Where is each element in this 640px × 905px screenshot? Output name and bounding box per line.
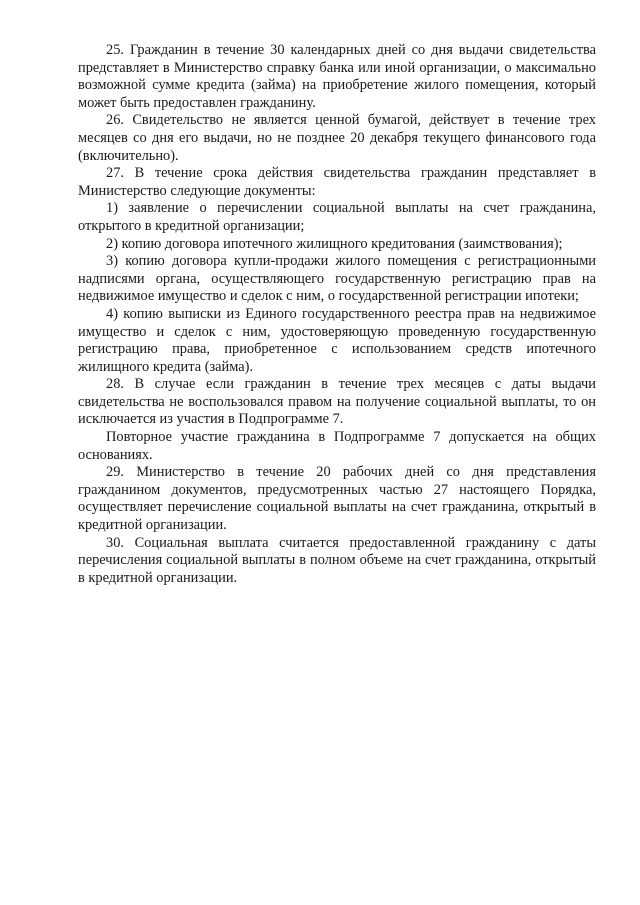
paragraph-28: 28. В случае если гражданин в течение трех месяцев с даты выдачи свидетельства не воспользовался правом на получение социальной выплаты, то он исключается из участия в Подпрограмме 7. [78,376,596,428]
paragraph-25: 25. Гражданин в течение 30 календарных дней со дня выдачи свидетельства представляет в Министерство справку банка или иной организации, о максимально возможной сумме кредита (займа) на приобретение жилого помещения, который может быть предоставлен гражданину. [78,42,596,111]
list-item-27-2: 2) копию договора ипотечного жилищного кредитования (заимствования); [106,235,563,252]
paragraph-28-repeat: Повторное участие гражданина в Подпрограмме 7 допускается на общих основаниях. [78,429,596,463]
paragraph-26: 26. Свидетельство не является ценной бумагой, действует в течение трех месяцев со дня его выдачи, но не позднее 20 декабря текущего финансового года (включительно). [78,112,596,164]
list-item-27-1: 1) заявление о перечислении социальной выплаты на счет гражданина, открытого в кредитной организации; [78,200,596,234]
paragraph-30: 30. Социальная выплата считается предоставленной гражданину с даты перечисления социальной выплаты в полном объеме на счет гражданина, открытый в кредитной организации. [78,534,596,586]
document-page [78,42,596,587]
paragraph-29: 29. Министерство в течение 20 рабочих дней со дня представления гражданином документов, предусмотренных частью 27 настоящего Порядка, осуществляет перечисление социальной выплаты на счет гражданина, открытый в кредитной организации. [78,464,596,534]
list-item-27-3: 3) копию договора купли-продажи жилого помещения с регистрационными надписями органа, осуществляющего государственную регистрацию прав на недвижимое имущество и сделок с ним, о государственной регистрации ипотеки; [78,253,596,305]
paragraph-27: 27. В течение срока действия свидетельства гражданин представляет в Министерство следующие документы: [78,165,596,199]
list-item-27-4: 4) копию выписки из Единого государственного реестра прав на недвижимое имущество и сделок с ним, удостоверяющую проведенную государственную регистрацию права, приобретенное с использованием средств ипотечного жилищного кредита (займа). [78,305,596,375]
